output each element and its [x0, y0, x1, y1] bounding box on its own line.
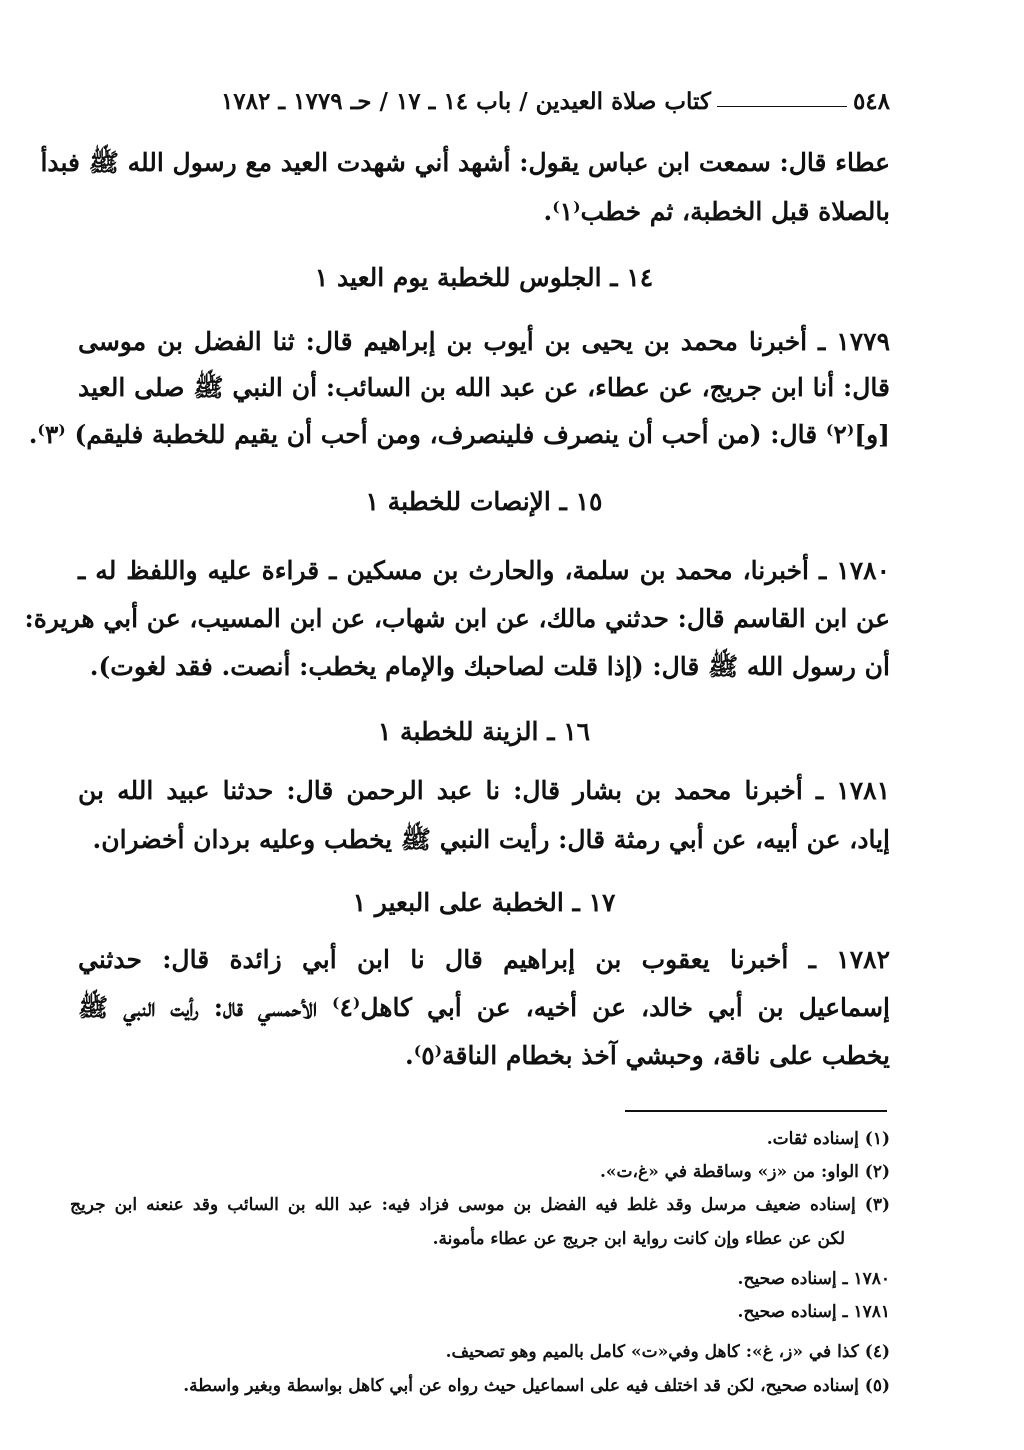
- hadith-line: أن رسول الله ﷺ قال: (إذا قلت لصاحبك والإمام يخطب: أنصت. فقد لغوت).: [89, 652, 890, 681]
- section-heading: ١٤ ـ الجلوس للخطبة يوم العيد ١: [314, 263, 654, 292]
- footnote: (٤) كذا في «ز، غ»: كاهل وفي«ت» كامل بالميم وهو تصحيف.: [445, 1342, 890, 1362]
- section-heading: ١٦ ـ الزينة للخطبة ١: [377, 717, 591, 746]
- footnote: (٥) إسناده صحيح، لكن قد اختلف فيه على اسماعيل حيث رواه عن أبي كاهل بواسطة وبغير واسطة.: [183, 1376, 890, 1396]
- hadith-line: ١٧٨٠ ـ أخبرنا، محمد بن سلمة، والحارث بن مسكين ـ قراءة عليه واللفظ له ـ: [78, 556, 890, 585]
- section-heading: ١٥ ـ الإنصات للخطبة ١: [365, 487, 603, 516]
- footnote-continuation: لكن عن عطاء وإن كانت رواية ابن جريج عن عطاء مأمونة.: [432, 1229, 845, 1249]
- hadith-line: إسماعيل بن أبي خالد، عن أخيه، عن أبي كاهل⁽٤⁾ الأحمسي قال: رأيت النبي ﷺ: [78, 993, 890, 1022]
- hadith-line: [و]⁽٢⁾ قال: (من أحب أن ينصرف فلينصرف، ومن أحب أن يقيم للخطبة فليقم) ⁽٣⁾.: [28, 420, 890, 449]
- footnote: ١٧٨٠ ـ إسناده صحيح.: [737, 1269, 890, 1289]
- header-rule: [717, 106, 847, 107]
- hadith-line: ١٧٨٢ ـ أخبرنا يعقوب بن إبراهيم قال نا ابن أبي زائدة قال: حدثني: [78, 945, 890, 974]
- intro-line: عطاء قال: سمعت ابن عباس يقول: أشهد أني شهدت العيد مع رسول الله ﷺ فبدأ: [40, 148, 890, 177]
- hadith-line: يخطب على ناقة، وحبشي آخذ بخطام الناقة⁽٥⁾.: [405, 1041, 890, 1070]
- hadith-line: قال: أنا ابن جريج، عن عطاء، عن عبد الله بن السائب: أن النبي ﷺ صلى العيد: [78, 373, 890, 402]
- hadith-line: ١٧٧٩ ـ أخبرنا محمد بن يحيى بن أيوب بن إبراهيم قال: ثنا الفضل بن موسى: [78, 327, 890, 356]
- footnote: (٣) إسناده ضعيف مرسل وقد غلط فيه الفضل بن موسى فزاد فيه: عبد الله بن السائب وقد عنعنه ابن جريج: [70, 1195, 890, 1215]
- page-header: [78, 84, 890, 118]
- footnote: (١) إسناده ثقات.: [766, 1129, 890, 1149]
- hadith-line: عن ابن القاسم قال: حدثني مالك، عن ابن شهاب، عن ابن المسيب، عن أبي هريرة:: [24, 604, 890, 633]
- footnote-separator: [625, 1110, 887, 1112]
- intro-line: بالصلاة قبل الخطبة، ثم خطب⁽١⁾.: [543, 197, 890, 226]
- hadith-line: ١٧٨١ ـ أخبرنا محمد بن بشار قال: نا عبد الرحمن قال: حدثنا عبيد الله بن: [78, 776, 890, 805]
- section-heading: ١٧ ـ الخطبة على البعير ١: [352, 888, 616, 917]
- footnote: (٢) الواو: من «ز» وساقطة في «غ،ت».: [599, 1162, 890, 1182]
- hadith-line: إياد، عن أبيه، عن أبي رمثة قال: رأيت النبي ﷺ يخطب وعليه بردان أخضران.: [92, 825, 890, 854]
- footnote: ١٧٨١ ـ إسناده صحيح.: [737, 1302, 890, 1322]
- page-number: ٥٤٨: [852, 87, 890, 115]
- running-title: كتاب صلاة العيدين / باب ١٤ ـ ١٧ / حـ ١٧٧٩ ـ ١٧٨٢: [220, 87, 711, 115]
